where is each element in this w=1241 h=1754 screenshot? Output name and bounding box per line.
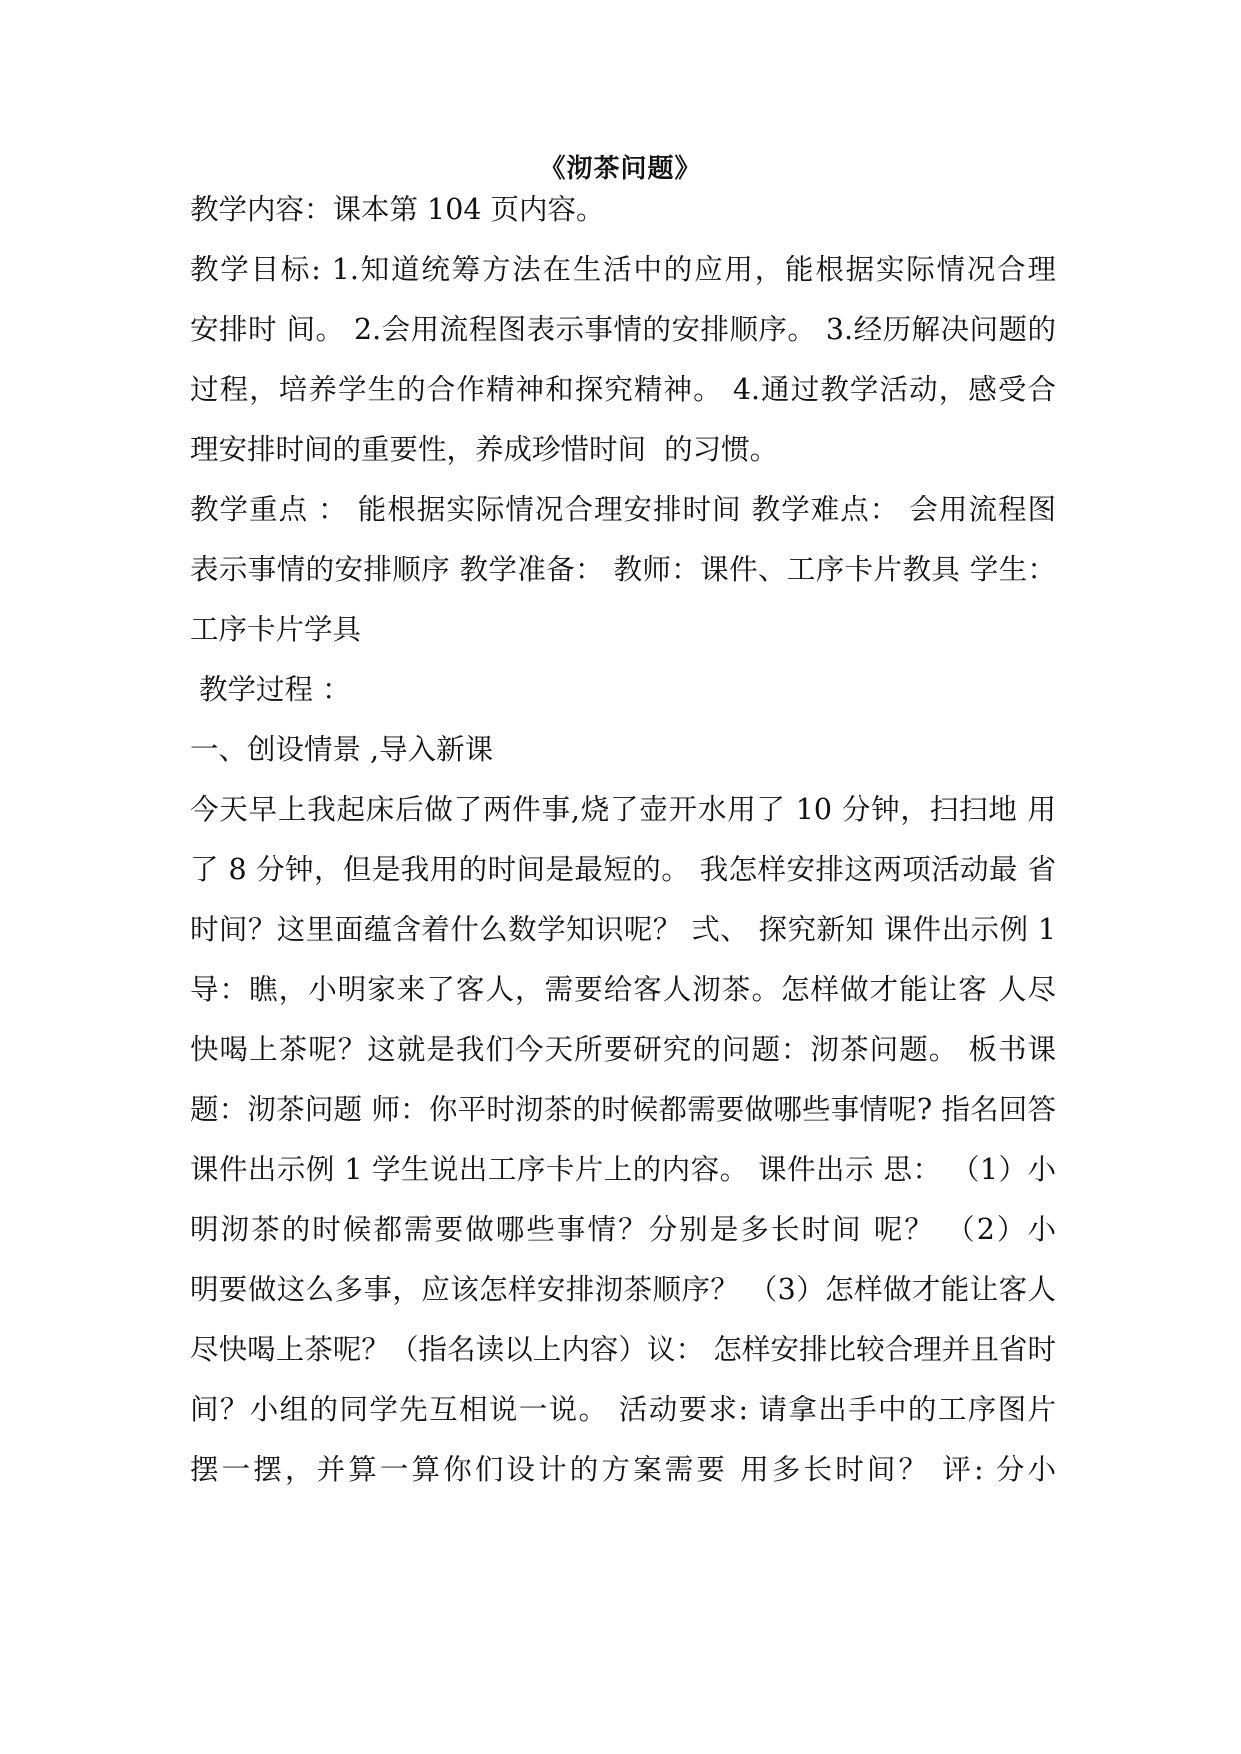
text-line: 间？小组的同学先互相说一说。 活动要求: 请拿出手中的工序图片 [190, 1393, 1056, 1426]
text-line: 题：沏茶问题 师：你平时沏茶的时候都需要做哪些事情呢? 指名回答 [190, 1093, 1056, 1126]
text-line: 快喝上茶呢？这就是我们今天所要研究的问题：沏茶问题。 板书课 [190, 1033, 1056, 1066]
text-line: 课件出示例 1 学生说出工序卡片上的内容。 课件出示 思： （1）小 [190, 1153, 1056, 1186]
text-line: 教学目标: 1.知道统筹方法在生活中的应用，能根据实际情况合理 [190, 253, 1056, 286]
text-line: 时间？这里面蕴含着什么数学知识呢？ 弍、 探究新知 课件出示例 1 [190, 913, 1056, 946]
text-line: 了 8 分钟，但是我用的时间是最短的。 我怎样安排这两项活动最 省 [190, 853, 1056, 886]
text-line: 明要做这么多事，应该怎样安排沏茶顺序？ （3）怎样做才能让客人 [190, 1273, 1056, 1306]
text-line: 过程，培养学生的合作精神和探究精神。 4.通过教学活动，感受合 [190, 373, 1056, 406]
text-line: 教学重点 ： 能根据实际情况合理安排时间 教学难点： 会用流程图 [190, 493, 1056, 526]
page-title: 《沏茶问题》 [539, 154, 702, 184]
text-line: 教学过程 ： [190, 673, 351, 706]
text-line: 安排时 间。 2.会用流程图表示事情的安排顺序。 3.经历解决问题的 [190, 313, 1056, 346]
text-line: 表示事情的安排顺序 教学准备： 教师：课件、工序卡片教具 学生： [190, 553, 1056, 586]
text-line: 今天早上我起床后做了两件事,烧了壶开水用了 10 分钟，扫扫地 用 [190, 793, 1056, 826]
text-line: 导：瞧，小明家来了客人，需要给客人沏茶。怎样做才能让客 人尽 [190, 973, 1056, 1006]
text-line: 摆一摆，并算一算你们设计的方案需要 用多长时间？ 评: 分小 [190, 1453, 1056, 1486]
text-line: 教学内容：课本第 104 页内容。 [190, 193, 605, 226]
text-line: 理安排时间的重要性，养成珍惜时间 的习惯。 [190, 433, 779, 466]
text-line: 明沏茶的时候都需要做哪些事情？分别是多长时间 呢？ （2）小 [190, 1213, 1056, 1246]
text-line: 一、创设情景 ,导入新课 [190, 733, 494, 766]
text-line: 工序卡片学具 [190, 613, 362, 646]
text-line: 尽快喝上茶呢？（指名读以上内容）议： 怎样安排比较合理并且省时 [190, 1333, 1056, 1366]
